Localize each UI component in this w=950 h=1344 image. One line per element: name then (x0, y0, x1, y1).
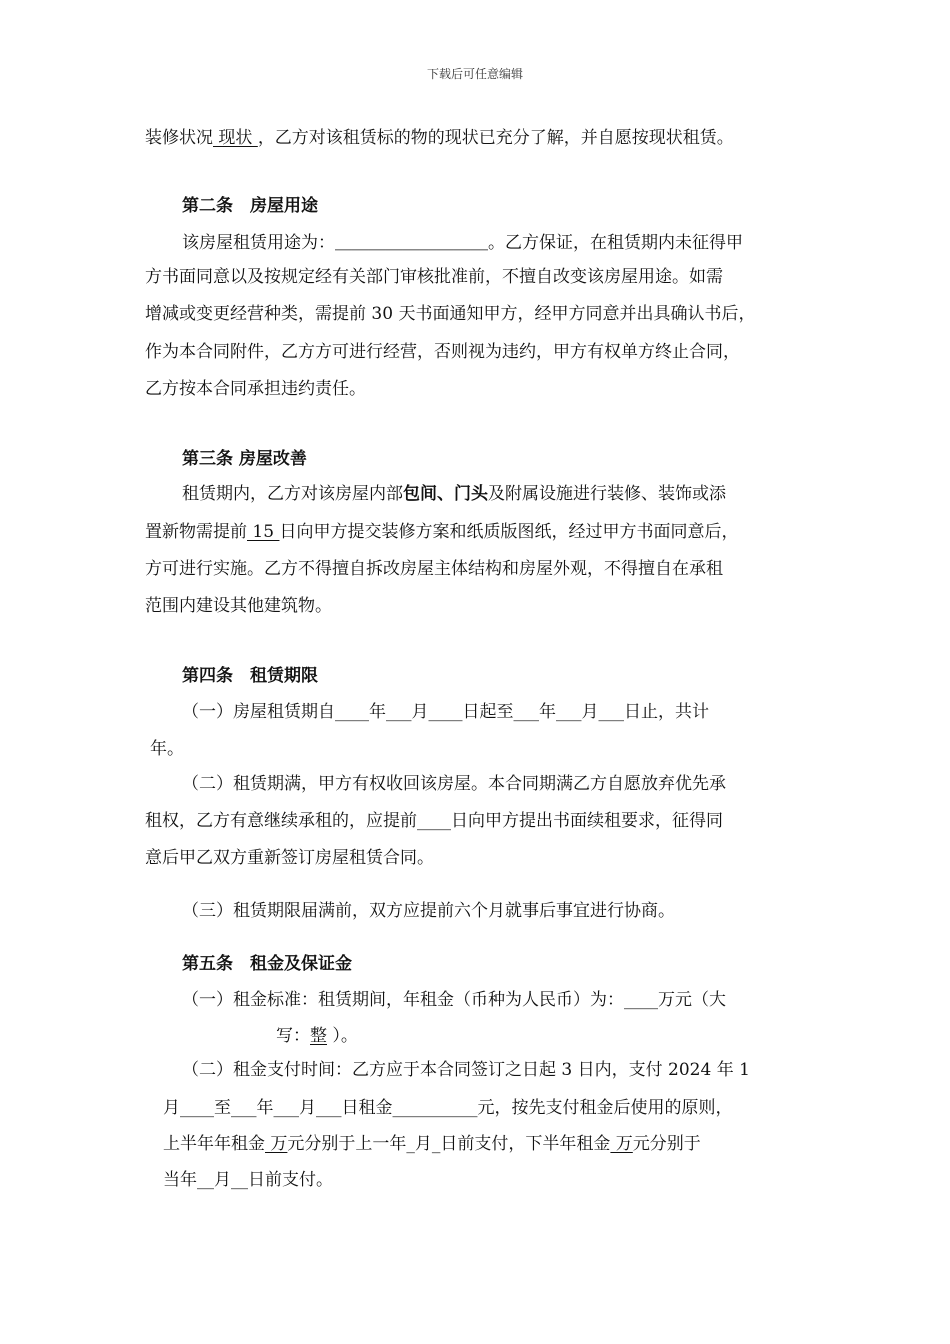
text: ）。 (327, 1026, 358, 1046)
article-5-line-1: （一）租金标准：租赁期间，年租金（币种为人民币）为：____万元（大 (182, 990, 726, 1010)
article-4-line-6: （三）租赁期限届满前，双方应提前六个月就事后事宜进行协商。 (182, 901, 675, 921)
article-5-line-3: （二）租金支付时间：乙方应于本合同签订之日起 3 日内，支付 2024 年 1 (182, 1060, 750, 1080)
bold-text: 包间、门头 (403, 484, 488, 504)
article-3-line-1 (182, 482, 726, 506)
blank-line: ＿＿＿＿＿＿＿＿＿ (335, 233, 488, 253)
text: 该房屋租赁用途为： (182, 233, 335, 253)
article-3-title: 第三条 房屋改善 (182, 449, 307, 469)
article-3-line-3: 方可进行实施。乙方不得擅自拆改房屋主体结构和房屋外观，不得擅自在承租 (145, 559, 723, 579)
text: 租赁期内，乙方对该房屋内部 (182, 484, 403, 504)
text: 置新物需提前 (145, 522, 247, 542)
filled-blank: 万 (265, 1134, 288, 1154)
article-2-line-1 (182, 231, 743, 255)
article-4-line-2: 年。 (150, 739, 184, 759)
article-5-line-5 (163, 1132, 701, 1156)
article-5-line-6: 当年__月__日前支付。 (163, 1170, 333, 1190)
filled-blank: 万 (610, 1134, 633, 1154)
page-header: 下载后可任意编辑 (426, 67, 523, 81)
article-2-title: 第二条 房屋用途 (182, 196, 318, 216)
article-4-line-5: 意后甲乙双方重新签订房屋租赁合同。 (145, 848, 434, 868)
article-4-line-3: （二）租赁期满，甲方有权收回该房屋。本合同期满乙方自愿放弃优先承 (182, 774, 726, 794)
article-5-line-2 (276, 1024, 358, 1048)
text: 日向甲方提交装修方案和纸质版图纸，经过甲方书面同意后， (279, 522, 739, 542)
article-2-line-2: 方书面同意以及按规定经有关部门审核批准前，不擅自改变该房屋用途。如需 (145, 267, 723, 287)
text: 装修状况 (145, 128, 213, 148)
article-2-line-4: 作为本合同附件，乙方方可进行经营，否则视为违约，甲方有权单方终止合同， (145, 342, 740, 362)
text: ，乙方对该租赁标的物的现状已充分了解，并自愿按现状租赁。 (257, 128, 734, 148)
text: 。乙方保证，在租赁期内未征得甲 (488, 233, 743, 253)
article-5-line-4: 月____至___年___月___日租金__________元，按先支付租金后使用的原则， (163, 1098, 733, 1118)
text: 及附属设施进行装修、装饰或添 (488, 484, 726, 504)
filled-blank: 整 (310, 1026, 327, 1046)
article-4-line-1: （一）房屋租赁期自____年___月____日起至___年___月___日止，共计 (182, 702, 709, 722)
text: 上半年年租金 (163, 1134, 265, 1154)
article-3-line-4: 范围内建设其他建筑物。 (145, 596, 332, 616)
article-2-line-5: 乙方按本合同承担违约责任。 (145, 379, 366, 399)
paragraph-decoration-status (145, 126, 734, 150)
text: 元分别于上一年_月_日前支付，下半年租金 (287, 1134, 611, 1154)
text: 写： (276, 1026, 310, 1046)
article-3-line-2 (145, 520, 738, 544)
article-4-line-4: 租权，乙方有意继续承租的，应提前____日向甲方提出书面续租要求，征得同 (145, 811, 723, 831)
article-5-title: 第五条 租金及保证金 (182, 954, 352, 974)
article-4-title: 第四条 租赁期限 (182, 666, 318, 686)
article-2-line-3: 增减或变更经营种类，需提前 30 天书面通知甲方，经甲方同意并出具确认书后， (145, 304, 756, 324)
filled-blank: 现状 (213, 128, 258, 148)
filled-blank: 15 (247, 522, 280, 542)
text: 元分别于 (632, 1134, 701, 1154)
